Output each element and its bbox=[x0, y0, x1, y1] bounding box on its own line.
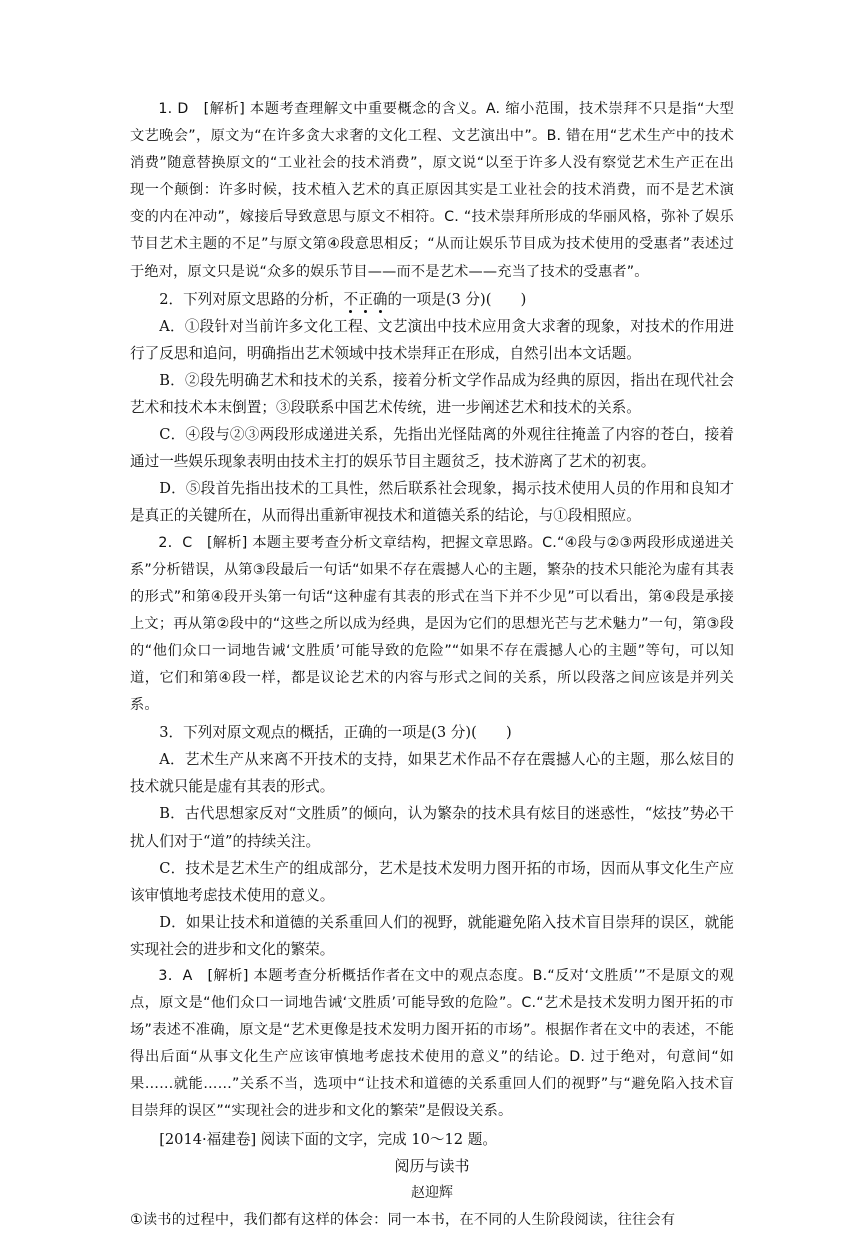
q2-option-c: C．④段与②③两段形成递进关系，先指出光怪陆离的外观往往掩盖了内容的苍白，接着通过一些娱乐现象表明由技术主打的娱乐节目主题贫乏，技术游离了艺术的初衷。 bbox=[130, 426, 734, 471]
emphasis-dot-char: 正 bbox=[358, 290, 373, 308]
answer-text: 本题主要考查分析文章结构，把握文章思路。C.“④段与②③两段形成递进关系”分析错误，从第③段最后一句话“如果不存在震撼人心的主题，繁杂的技术只能沦为虚有其表的形式”和第④段开头第一句话“这种虚有其表的形式在当下并不少见”可以看出，第④段是承接上文；再从第②段中的“这些之所以成为经典，是因为它们的思想光芒与艺术魅力”一句，第③段的“他们众口一词地告诫‘文胜质’可能导致的危险”“如果不存在震撼人心的主题”等句，可以知道，它们和第④段一样，都是议论艺术的内容与形式之间的关系，所以段落之间应该是并列关系。 bbox=[130, 534, 735, 714]
passage-title: 阅历与读书 bbox=[394, 1156, 470, 1175]
answer-number: 2．C bbox=[158, 534, 193, 551]
q3-option-b: B．古代思想家反对“文胜质”的倾向，认为繁杂的技术具有炫目的迷惑性，“炫技”势必干扰人们对于“道”的持续关注。 bbox=[130, 805, 734, 850]
q2-stem: 2．下列对原文思路的分析，不正确的一项是(3 分)( ) bbox=[159, 290, 527, 308]
emphasis-dot-char: 确 bbox=[372, 290, 388, 308]
q3-answer bbox=[130, 963, 734, 1126]
answer-number: 3．A bbox=[158, 968, 193, 984]
analysis-tag: [解析] bbox=[206, 534, 248, 551]
q3-option-c: C．技术是艺术生产的组成部分，艺术是技术发明力图开拓的市场，因而从事文化生产应该审慎地考虑技术使用的意义。 bbox=[130, 859, 734, 904]
passage-first-line: ①读书的过程中，我们都有这样的体会：同一本书，在不同的人生阶段阅读，往往会有 bbox=[130, 1211, 676, 1228]
page-content bbox=[130, 96, 734, 1234]
analysis-tag: [解析] bbox=[203, 101, 245, 117]
q2-option-a: A．①段针对当前许多文化工程、文艺演出中技术应用贪大求奢的现象，对技术的作用进行了反思和追问，明确指出艺术领域中技术崇拜正在形成，自然引出本文话题。 bbox=[130, 317, 734, 362]
passage-intro: [2014·福建卷] 阅读下面的文字，完成 10～12 题。 bbox=[159, 1130, 497, 1148]
q2-option-b: B．②段先明确艺术和技术的关系，接着分析文学作品成为经典的原因，指出在现代社会艺术和技术本末倒置；③段联系中国艺术传统，进一步阐述艺术和技术的关系。 bbox=[130, 371, 734, 417]
answer-text: 本题考查理解文中重要概念的含义。A. 缩小范围，技术崇拜不只是指“大型文艺晚会”，原文为“在许多贪大求奢的文化工程、文艺演出中”。B. 错在用“艺术生产中的技术消费”随意替换原文的“工业社会的技术消费”，原文说“以至于许多人没有察觉艺术生产正在出现一个颠倒：许多时候，技术植入艺术的真正原因其实是工业社会的技术消费，而不是艺术演变的内在冲动”，嫁接后导致意思与原文不相符。C. “技术崇拜所形成的华丽风格，弥补了娱乐节目艺术主题的不足”与原文第④段意思相反；“从而让娱乐节目成为技术使用的受惠者”表述过于绝对，原文只是说“众多的娱乐节目——而不是艺术——充当了技术的受惠者”。 bbox=[130, 101, 735, 280]
q2-option-d: D．⑤段首先指出技术的工具性，然后联系社会现象，揭示技术使用人员的作用和良知才是真正的关键所在，从而得出重新审视技术和道德关系的结论，与①段相照应。 bbox=[130, 480, 734, 525]
analysis-tag: [解析] bbox=[207, 968, 249, 984]
q3-stem: 3．下列对原文观点的概括，正确的一项是(3 分)( ) bbox=[159, 724, 512, 742]
answer-number: 1. D bbox=[158, 101, 189, 117]
q1-answer bbox=[130, 96, 734, 286]
emphasis-dot-char: 不 bbox=[343, 290, 359, 308]
answer-text: 本题考查分析概括作者在文中的观点态度。B.“反对‘文胜质’”不是原文的观点，原文是“他们众口一词地告诫‘文胜质’可能导致的危险”。C.“艺术是技术发明力图开拓的市场”表述不准确，原文是“艺术更像是技术发明力图开拓的市场”。根据作者在文中的表述，不能得出后面“从事文化生产应该审慎地考虑技术使用的意义”的结论。D. 过于绝对，句意间“如果……就能……”关系不当，选项中“让技术和道德的关系重回人们的视野”与“避免陷入技术盲目崇拜的误区”“实现社会的进步和文化的繁荣”是假设关系。 bbox=[130, 968, 734, 1120]
passage-author: 赵迎辉 bbox=[411, 1184, 453, 1201]
q3-option-d: D．如果让技术和道德的关系重回人们的视野，就能避免陷入技术盲目崇拜的误区，就能实现社会的进步和文化的繁荣。 bbox=[130, 913, 734, 958]
q3-option-a: A．艺术生产从来离不开技术的支持，如果艺术作品不存在震撼人心的主题，那么炫目的技术就只能是虚有其表的形式。 bbox=[130, 751, 734, 796]
q2-answer bbox=[130, 530, 734, 720]
